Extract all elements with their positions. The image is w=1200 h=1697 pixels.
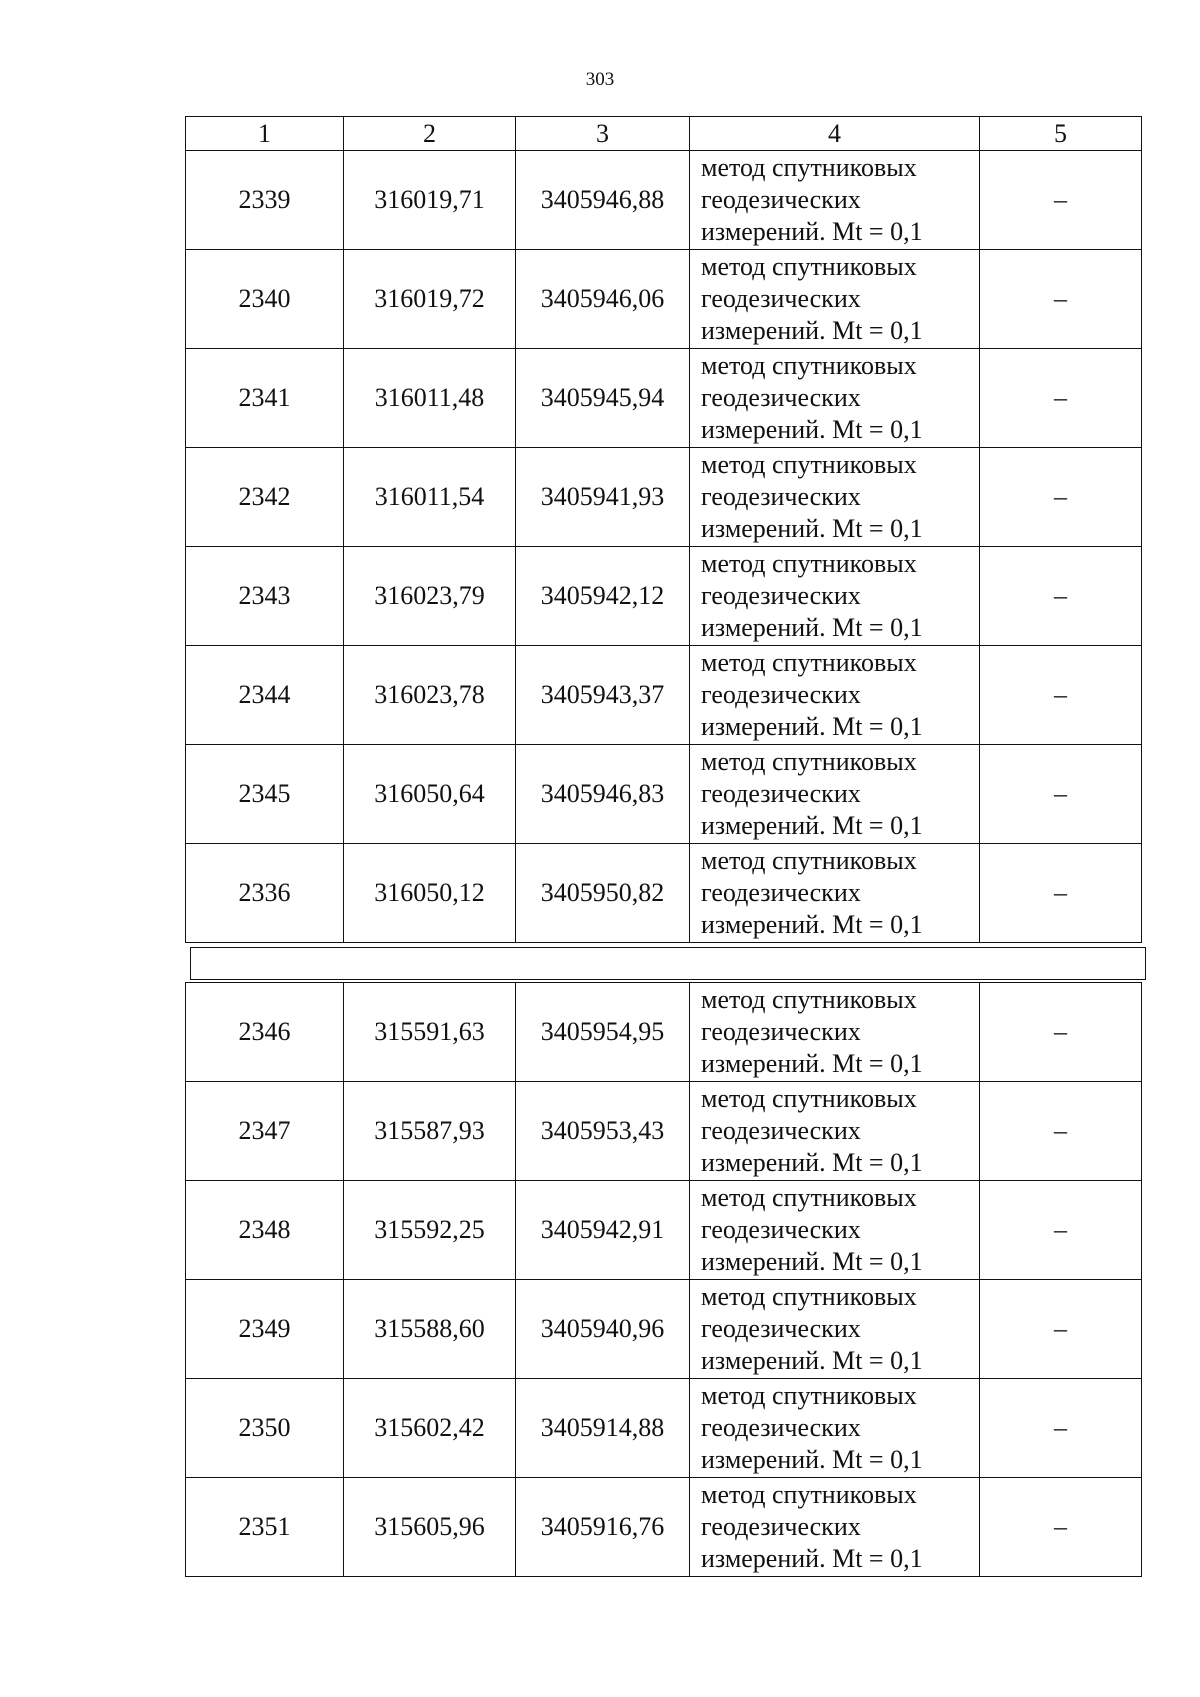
method-line: геодезических [701, 1413, 861, 1442]
method-line: геодезических [701, 185, 861, 214]
coordinates-table-bottom [185, 982, 1142, 1577]
method-cell [690, 349, 980, 448]
y-coordinate-cell: 3405946,88 [516, 151, 690, 250]
y-coordinate-cell: 3405941,93 [516, 448, 690, 547]
method-line: геодезических [701, 482, 861, 511]
table-header-row [186, 117, 1142, 151]
method-line: геодезических [701, 1215, 861, 1244]
method-line: метод спутниковых [701, 985, 917, 1014]
method-line: геодезических [701, 878, 861, 907]
table-row [186, 1379, 1142, 1478]
method-line: измерений. Mt = 0,1 [701, 1247, 923, 1276]
x-coordinate-cell: 316050,64 [344, 745, 516, 844]
y-coordinate-cell: 3405946,83 [516, 745, 690, 844]
x-coordinate-cell: 315605,96 [344, 1478, 516, 1577]
y-coordinate-cell: 3405954,95 [516, 983, 690, 1082]
dash-cell: – [980, 1181, 1142, 1280]
y-coordinate-cell: 3405950,82 [516, 844, 690, 943]
method-line: измерений. Mt = 0,1 [701, 1346, 923, 1375]
method-line: измерений. Mt = 0,1 [701, 217, 923, 246]
method-line: метод спутниковых [701, 1084, 917, 1113]
method-line: измерений. Mt = 0,1 [701, 712, 923, 741]
dash-cell: – [980, 1280, 1142, 1379]
method-cell [690, 1280, 980, 1379]
table-row [186, 250, 1142, 349]
table-row [186, 1082, 1142, 1181]
x-coordinate-cell: 316019,71 [344, 151, 516, 250]
point-number-cell: 2336 [186, 844, 344, 943]
method-line: геодезических [701, 680, 861, 709]
y-coordinate-cell: 3405942,91 [516, 1181, 690, 1280]
method-cell [690, 745, 980, 844]
x-coordinate-cell: 315592,25 [344, 1181, 516, 1280]
point-number-cell: 2342 [186, 448, 344, 547]
y-coordinate-cell: 3405914,88 [516, 1379, 690, 1478]
method-line: геодезических [701, 1116, 861, 1145]
table-row [186, 1280, 1142, 1379]
method-line: геодезических [701, 1314, 861, 1343]
method-cell [690, 151, 980, 250]
method-line: геодезических [701, 383, 861, 412]
dash-cell: – [980, 1082, 1142, 1181]
point-number-cell: 2340 [186, 250, 344, 349]
dash-cell: – [980, 151, 1142, 250]
point-number-cell: 2344 [186, 646, 344, 745]
x-coordinate-cell: 315591,63 [344, 983, 516, 1082]
method-line: метод спутниковых [701, 648, 917, 677]
method-line: геодезических [701, 779, 861, 808]
point-number-cell: 2347 [186, 1082, 344, 1181]
method-line: геодезических [701, 1017, 861, 1046]
column-header-1: 1 [186, 117, 344, 151]
point-number-cell: 2345 [186, 745, 344, 844]
method-cell [690, 1379, 980, 1478]
method-line: метод спутниковых [701, 450, 917, 479]
dash-cell: – [980, 983, 1142, 1082]
y-coordinate-cell: 3405943,37 [516, 646, 690, 745]
method-cell [690, 1181, 980, 1280]
x-coordinate-cell: 315588,60 [344, 1280, 516, 1379]
dash-cell: – [980, 745, 1142, 844]
y-coordinate-cell: 3405940,96 [516, 1280, 690, 1379]
x-coordinate-cell: 315587,93 [344, 1082, 516, 1181]
y-coordinate-cell: 3405946,06 [516, 250, 690, 349]
point-number-cell: 2341 [186, 349, 344, 448]
point-number-cell: 2343 [186, 547, 344, 646]
method-line: метод спутниковых [701, 252, 917, 281]
method-line: геодезических [701, 581, 861, 610]
method-line: метод спутниковых [701, 351, 917, 380]
x-coordinate-cell: 316011,54 [344, 448, 516, 547]
dash-cell: – [980, 349, 1142, 448]
table-row [186, 151, 1142, 250]
column-header-4: 4 [690, 117, 980, 151]
table-row [186, 646, 1142, 745]
method-line: геодезических [701, 1512, 861, 1541]
dash-cell: – [980, 1478, 1142, 1577]
table-row [186, 1181, 1142, 1280]
point-number-cell: 2346 [186, 983, 344, 1082]
method-cell [690, 250, 980, 349]
method-line: измерений. Mt = 0,1 [701, 1148, 923, 1177]
x-coordinate-cell: 316023,78 [344, 646, 516, 745]
dash-cell: – [980, 547, 1142, 646]
method-line: измерений. Mt = 0,1 [701, 316, 923, 345]
method-line: метод спутниковых [701, 1381, 917, 1410]
table-separator-row [190, 947, 1146, 980]
dash-cell: – [980, 844, 1142, 943]
method-line: метод спутниковых [701, 1183, 917, 1212]
y-coordinate-cell: 3405916,76 [516, 1478, 690, 1577]
method-line: измерений. Mt = 0,1 [701, 1544, 923, 1573]
point-number-cell: 2351 [186, 1478, 344, 1577]
method-cell [690, 1478, 980, 1577]
method-cell [690, 983, 980, 1082]
y-coordinate-cell: 3405945,94 [516, 349, 690, 448]
y-coordinate-cell: 3405942,12 [516, 547, 690, 646]
page-number: 303 [585, 69, 615, 90]
coordinates-table-top [185, 116, 1142, 943]
table-row [186, 745, 1142, 844]
method-line: измерений. Mt = 0,1 [701, 613, 923, 642]
dash-cell: – [980, 250, 1142, 349]
x-coordinate-cell: 315602,42 [344, 1379, 516, 1478]
method-cell [690, 646, 980, 745]
method-line: геодезических [701, 284, 861, 313]
point-number-cell: 2349 [186, 1280, 344, 1379]
table-row [186, 983, 1142, 1082]
method-cell [690, 1082, 980, 1181]
method-line: измерений. Mt = 0,1 [701, 1049, 923, 1078]
x-coordinate-cell: 316050,12 [344, 844, 516, 943]
table-row [186, 1478, 1142, 1577]
method-line: измерений. Mt = 0,1 [701, 514, 923, 543]
method-line: измерений. Mt = 0,1 [701, 1445, 923, 1474]
method-cell [690, 547, 980, 646]
method-cell [690, 448, 980, 547]
method-line: метод спутниковых [701, 747, 917, 776]
point-number-cell: 2339 [186, 151, 344, 250]
x-coordinate-cell: 316011,48 [344, 349, 516, 448]
point-number-cell: 2350 [186, 1379, 344, 1478]
table-row [186, 448, 1142, 547]
dash-cell: – [980, 646, 1142, 745]
method-line: метод спутниковых [701, 1480, 917, 1509]
method-line: измерений. Mt = 0,1 [701, 910, 923, 939]
x-coordinate-cell: 316023,79 [344, 547, 516, 646]
table-row [186, 349, 1142, 448]
method-line: метод спутниковых [701, 549, 917, 578]
method-line: метод спутниковых [701, 846, 917, 875]
point-number-cell: 2348 [186, 1181, 344, 1280]
method-line: метод спутниковых [701, 1282, 917, 1311]
column-header-5: 5 [980, 117, 1142, 151]
column-header-2: 2 [344, 117, 516, 151]
method-line: измерений. Mt = 0,1 [701, 415, 923, 444]
x-coordinate-cell: 316019,72 [344, 250, 516, 349]
y-coordinate-cell: 3405953,43 [516, 1082, 690, 1181]
method-line: измерений. Mt = 0,1 [701, 811, 923, 840]
method-cell [690, 844, 980, 943]
dash-cell: – [980, 1379, 1142, 1478]
method-line: метод спутниковых [701, 153, 917, 182]
dash-cell: – [980, 448, 1142, 547]
table-row [186, 844, 1142, 943]
column-header-3: 3 [516, 117, 690, 151]
table-row [186, 547, 1142, 646]
